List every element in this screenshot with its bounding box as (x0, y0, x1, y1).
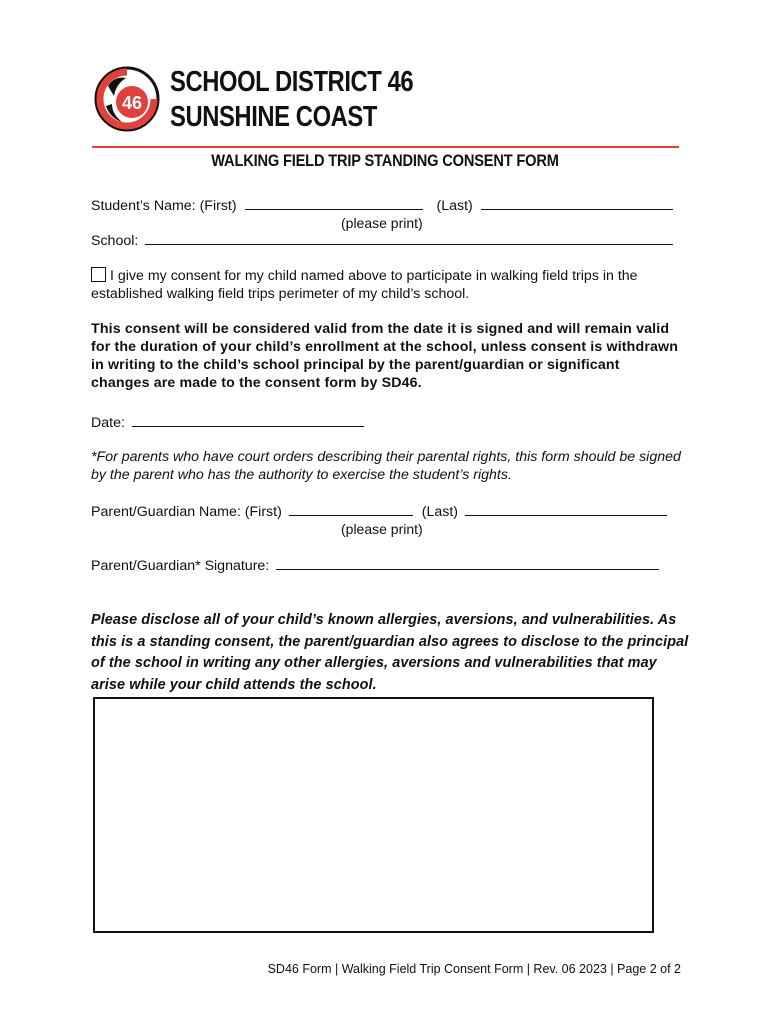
student-last-field[interactable] (481, 196, 673, 210)
parent-last-field[interactable] (465, 502, 667, 516)
date-row (91, 413, 364, 432)
consent-text-line1: I give my consent for my child named above to participate in walking field trips in the (110, 268, 638, 284)
student-first-field[interactable] (245, 196, 423, 210)
student-name-row (91, 196, 673, 215)
page-footer: SD46 Form | Walking Field Trip Consent Form | Rev. 06 2023 | Page 2 of 2 (267, 962, 681, 976)
signature-field[interactable] (276, 556, 659, 570)
parent-please-print-note: (please print) (341, 521, 423, 537)
parent-first-label: Parent/Guardian Name: (First) (91, 504, 282, 520)
consent-checkbox[interactable] (91, 267, 106, 282)
date-field[interactable] (132, 413, 364, 427)
school-field[interactable] (145, 231, 673, 245)
signature-label: Parent/Guardian* Signature: (91, 558, 270, 574)
parent-last-label: (Last) (421, 504, 458, 520)
district-logo (94, 66, 160, 132)
form-title: WALKING FIELD TRIP STANDING CONSENT FORM (211, 151, 559, 170)
logo-number: 46 (121, 93, 143, 113)
header-divider (92, 146, 679, 148)
consent-row (91, 267, 638, 285)
allergy-input-box[interactable] (93, 697, 654, 933)
allergy-disclosure-paragraph: Please disclose all of your child’s known allergies, aversions, and vulnerabilities. As this is a standing consent, the parent/guardian also agrees to disclose to the principal of the school in writing any other allergies, aversions and vulnerabilities that may arise while your child attends the school. (91, 612, 689, 693)
validity-paragraph: This consent will be considered valid from the date it is signed and will remain valid for the duration of your child’s enrollment at the school, unless consent is withdrawn in writing to the child’s school principal by the parent/guardian or significant changes are made to the consent form by SD46. (91, 321, 679, 391)
student-last-label: (Last) (436, 198, 473, 214)
district-name-line1: SCHOOL DISTRICT 46 (170, 66, 414, 98)
student-first-label: Student’s Name: (First) (91, 198, 237, 214)
parent-first-field[interactable] (289, 502, 413, 516)
school-label: School: (91, 233, 139, 249)
district-name-line2: SUNSHINE COAST (170, 101, 377, 133)
please-print-note: (please print) (341, 215, 423, 231)
consent-text-line2: established walking field trips perimeter of my child’s school. (91, 286, 470, 302)
court-order-note: *For parents who have court orders describing their parental rights, this form should be signed by the parent who has the authority to exercise the student’s rights. (91, 449, 681, 483)
signature-row (91, 556, 659, 575)
date-label: Date: (91, 415, 125, 431)
school-row (91, 231, 673, 250)
parent-name-row (91, 502, 667, 521)
